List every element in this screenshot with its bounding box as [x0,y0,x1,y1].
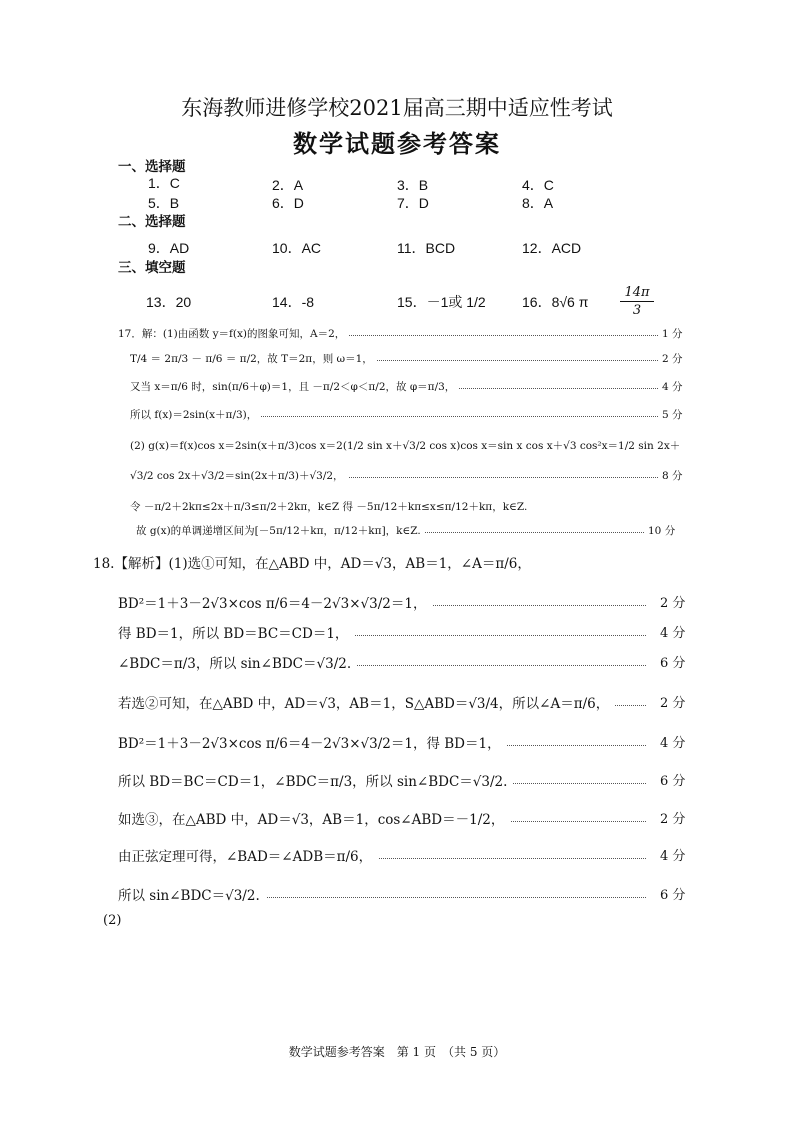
q17-score: 2 分 [662,353,683,365]
section-heading-multi-choice: 二、选择题 [118,214,186,230]
answer-4: 4．C [522,177,554,193]
answer-3: 3．B [397,177,429,193]
q17-line [130,351,658,365]
q18-score: 6 分 [660,888,686,903]
answer-13: 13．20 [146,294,192,310]
q18-line [118,845,646,863]
q18-score: 6 分 [660,656,686,671]
q18-line-text: 由正弦定理可得，∠BAD＝∠ADB＝π/6， [118,845,378,865]
answer-9: 9．AD [148,240,190,256]
answer-6: 6．D [272,195,304,211]
q17-line-text: 令 －π/2＋2kπ≤2x＋π/3≤π/2＋2kπ，k∈Z 得 －5π/12＋kπ≤x≤π/12＋kπ，k∈Z. [130,501,528,513]
q18-line [118,592,646,610]
answer-2: 2．A [272,177,304,193]
section-heading-fill-in: 三、填空题 [118,260,186,276]
q18-score: 2 分 [660,596,686,611]
q18-line-text: ∠BDC＝π/3，所以 sin∠BDC＝√3/2. [118,652,357,672]
q18-part-2: (2) [103,913,122,928]
q17-line-text: √3/2 cos 2x＋√3/2＝sin(2x＋π/3)＋√3/2， [130,468,348,483]
q18-score: 4 分 [660,849,686,864]
q18-score: 6 分 [660,774,686,789]
page-subtitle: 数学试题参考答案 [293,129,501,158]
q18-line [118,808,646,826]
q17-line [130,379,658,393]
q18-line-text: 所以 BD＝BC＝CD＝1，∠BDC＝π/3，所以 sin∠BDC＝√3/2. [118,770,513,790]
answer-12: 12．ACD [522,240,582,256]
q18-score: 4 分 [660,736,686,751]
q18-line [118,692,646,710]
answer-8: 8．A [522,195,554,211]
q17-line-text: T/4 ＝ 2π/3 － π/6 ＝ π/2，故 T＝2π，则 ω＝1， [130,351,377,366]
page-title: 东海教师进修学校2021届高三期中适应性考试 [181,96,613,120]
q18-line [118,732,646,750]
q17-line-text: 故 g(x)的单调递增区间为[－5π/12＋kπ，π/12＋kπ]，k∈Z. [136,523,425,538]
answer-14: 14．-8 [272,294,315,310]
q17-score: 5 分 [662,409,683,421]
q17-line [118,326,658,340]
fraction-bar [620,301,654,302]
q18-line-text: 若选②可知，在△ABD 中，AD＝√3，AB＝1，S△ABD＝√3/4，所以∠A＝π/6， [118,692,615,712]
answer-11: 11．BCD [397,240,456,256]
q17-score: 1 分 [662,328,683,340]
answer-15: 15．－1或 1/2 [397,294,486,310]
page-footer: 数学试题参考答案 第 1 页 （共 5 页） [288,1045,506,1059]
fraction-denominator: 3 [632,303,642,318]
q17-line-text: 17．解：(1)由函数 y＝f(x)的图象可知，A＝2， [118,326,349,341]
q17-line [130,407,658,421]
q17-line-text: 又当 x＝π/6 时，sin(π/6＋φ)＝1，且 －π/2＜φ＜π/2，故 φ＝π/3， [130,379,459,394]
answer-16: 16．8√6 π [522,294,589,310]
q18-score: 2 分 [660,696,686,711]
q18-line [118,652,646,670]
q18-line-text: BD²＝1＋3－2√3×cos π/6＝4－2√3×√3/2＝1， [118,592,432,612]
q17-line-text: 所以 f(x)＝2sin(x＋π/3)， [130,407,261,422]
q18-line-text: 如选③，在△ABD 中，AD＝√3，AB＝1，cos∠ABD＝－1/2， [118,808,510,828]
q17-line-text: (2) g(x)＝f(x)cos x＝2sin(x＋π/3)cos x＝2(1/2 sin x＋√3/2 cos x)cos x＝sin x cos x＋√3 cos²x＝1/2 sin 2x＋ [130,440,681,452]
q17-score: 10 分 [648,525,676,537]
q18-line-text: 所以 sin∠BDC＝√3/2. [118,884,266,904]
section-heading-choice: 一、选择题 [118,159,186,175]
answer-10: 10．AC [272,240,322,256]
q18-head: 18.【解析】(1)选①可知，在△ABD 中，AD＝√3，AB＝1，∠A＝π/6， [93,556,531,572]
answer-16-second-fraction [620,285,654,318]
fraction-numerator: 14π [624,285,650,300]
q17-score: 8 分 [662,470,683,482]
q17-line [130,468,658,482]
answer-1: 1．C [148,175,180,191]
q18-score: 2 分 [660,812,686,827]
q18-line-text: BD²＝1＋3－2√3×cos π/6＝4－2√3×√3/2＝1，得 BD＝1， [118,732,507,752]
q18-line-text: 得 BD＝1，所以 BD＝BC＝CD＝1， [118,622,354,642]
q18-line [118,884,646,902]
q18-line [118,770,646,788]
answer-5: 5．B [148,195,180,211]
q17-line [136,523,644,537]
q17-score: 4 分 [662,381,683,393]
q18-score: 4 分 [660,626,686,641]
answer-7: 7．D [397,195,429,211]
q18-line [118,622,646,640]
